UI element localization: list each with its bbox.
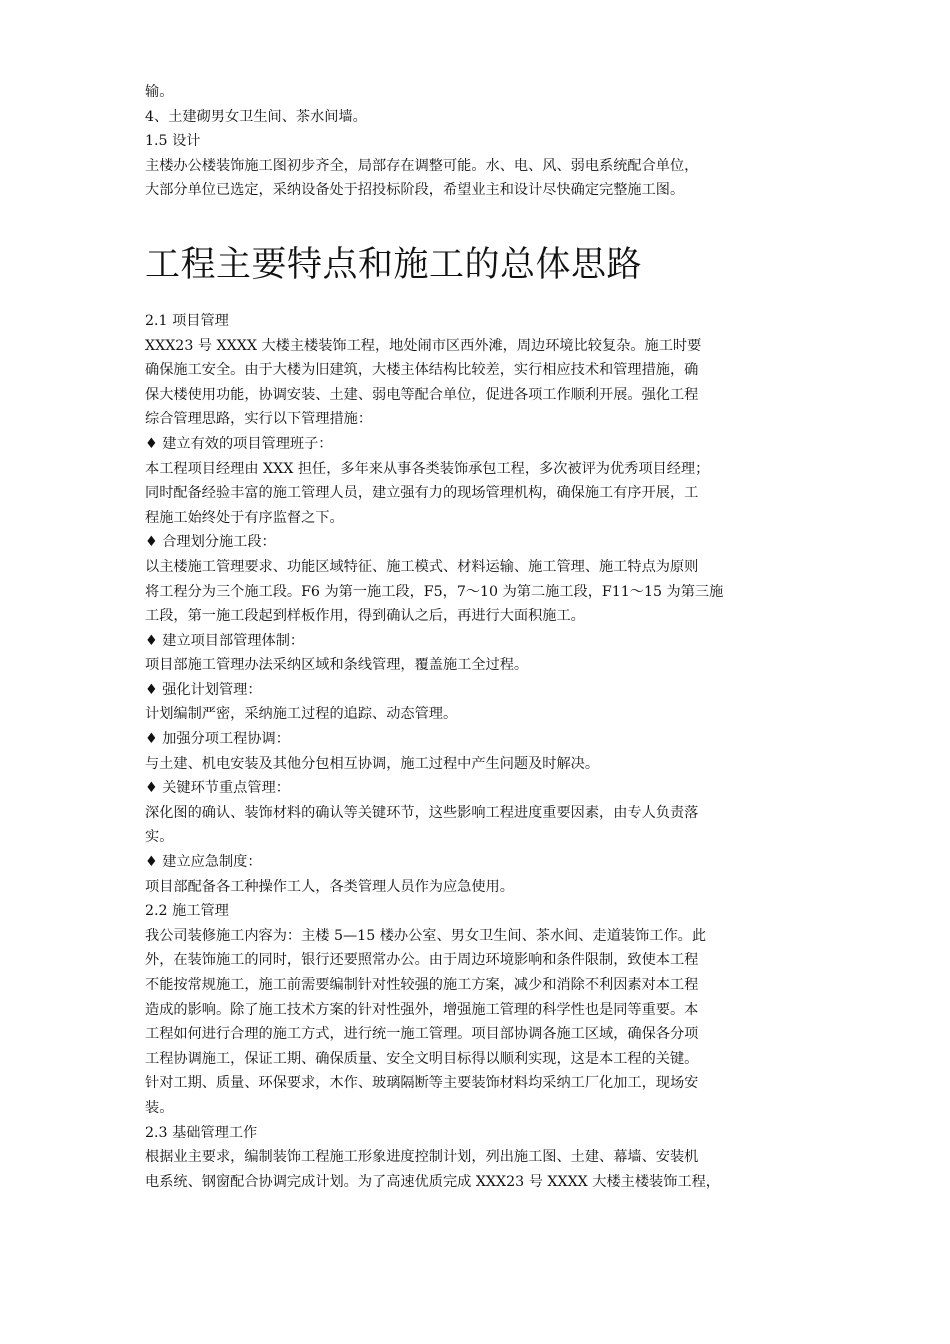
text-line: 电系统、钢窗配合协调完成计划。为了高速优质完成 XXX23 号 XXXX 大楼主楼装饰工程，: [145, 1173, 720, 1190]
bullet-item: ♦ 加强分项工程协调：: [145, 731, 290, 748]
text-line: 确保施工安全。由于大楼为旧建筑，大楼主体结构比较差，实行相应技术和管理措施，确: [145, 362, 699, 379]
section-top: [145, 80, 820, 203]
section-number-heading: 2.3 基础管理工作: [145, 1124, 258, 1141]
text-line: 造成的影响。除了施工技术方案的针对性强外，增强施工管理的科学性也是同等重要。本: [145, 1001, 699, 1018]
text-line: 同时配备经验丰富的施工管理人员，建立强有力的现场管理机构，确保施工有序开展，工: [145, 485, 699, 502]
text-line: 外，在装饰施工的同时，银行还要照常办公。由于周边环境影响和条件限制，致使本工程: [145, 952, 699, 969]
text-line: 主楼办公楼装饰施工图初步齐全，局部存在调整可能。水、电、风、弱电系统配合单位，: [145, 157, 699, 174]
text-line: 与土建、机电安装及其他分包相互协调，施工过程中产生问题及时解决。: [145, 755, 600, 772]
text-line: 综合管理思路，实行以下管理措施：: [145, 411, 373, 428]
section-number-heading: 2.1 项目管理: [145, 312, 229, 329]
bullet-item: ♦ 强化计划管理：: [145, 681, 262, 698]
text-line: 工段，第一施工段起到样板作用，得到确认之后，再进行大面积施工。: [145, 608, 585, 625]
text-line: XXX23 号 XXXX 大楼主楼装饰工程，地处闹市区西外滩，周边环境比较复杂。施工时要: [145, 337, 702, 354]
text-line: 大部分单位已选定，采纳设备处于招投标阶段，希望业主和设计尽快确定完整施工图。: [145, 182, 685, 199]
text-line: 以主楼施工管理要求、功能区域特征、施工模式、材料运输、施工管理、施工特点为原则: [145, 558, 699, 575]
text-line: 根据业主要求，编制装饰工程施工形象进度控制计划，列出施工图、土建、幕墙、安装机: [145, 1149, 699, 1166]
text-line: 程施工始终处于有序监督之下。: [145, 509, 344, 526]
text-line: 项目部配备各工种操作工人，各类管理人员作为应急使用。: [145, 878, 514, 895]
text-line: 计划编制严密，采纳施工过程的追踪、动态管理。: [145, 706, 458, 723]
bullet-item: ♦ 建立项目部管理体制：: [145, 632, 305, 649]
text-line: 输。: [145, 84, 174, 100]
section-number-heading: 2.2 施工管理: [145, 903, 229, 920]
section-body: [145, 309, 820, 1194]
text-line: 工程如何进行合理的施工方式，进行统一施工管理。项目部协调各施工区域，确保各分项: [145, 1026, 699, 1043]
bullet-item: ♦ 关键环节重点管理：: [145, 780, 290, 797]
text-line: 本工程项目经理由 XXX 担任，多年来从事各类装饰承包工程，多次被评为优秀项目经理；: [145, 460, 710, 477]
text-line: 项目部施工管理办法采纳区域和条线管理，覆盖施工全过程。: [145, 657, 529, 674]
section-number-heading: 1.5 设计: [145, 133, 201, 150]
chapter-heading: 工程主要特点和施工的总体思路: [145, 244, 643, 285]
text-line: 不能按常规施工，施工前需要编制针对性较强的施工方案，减少和消除不利因素对本工程: [145, 977, 699, 993]
bullet-item: ♦ 合理划分施工段：: [145, 534, 276, 551]
bullet-item: ♦ 建立应急制度：: [145, 854, 262, 871]
text-line: 我公司装修施工内容为：主楼 5—15 楼办公室、男女卫生间、茶水间、走道装饰工作。此: [145, 927, 707, 944]
text-line: 实。: [145, 829, 174, 846]
document-content: [145, 80, 820, 1194]
text-line: 保大楼使用功能，协调安装、土建、弱电等配合单位，促进各项工作顺利开展。强化工程: [145, 386, 699, 403]
text-line: 针对工期、质量、环保要求，木作、玻璃隔断等主要装饰材料均采纳工厂化加工，现场安: [145, 1075, 699, 1092]
text-line: 4、土建砌男女卫生间、茶水间墙。: [145, 108, 367, 125]
text-line: 工程协调施工，保证工期、确保质量、安全文明目标得以顺利实现，这是本工程的关键。: [145, 1050, 699, 1067]
text-line: 深化图的确认、装饰材料的确认等关键环节，这些影响工程进度重要因素，由专人负责落: [145, 804, 699, 821]
text-line: 装。: [145, 1099, 174, 1116]
text-line: 将工程分为三个施工段。F6 为第一施工段，F5，7～10 为第二施工段，F11～15 为第三施: [145, 583, 724, 600]
bullet-item: ♦ 建立有效的项目管理班子：: [145, 435, 333, 452]
